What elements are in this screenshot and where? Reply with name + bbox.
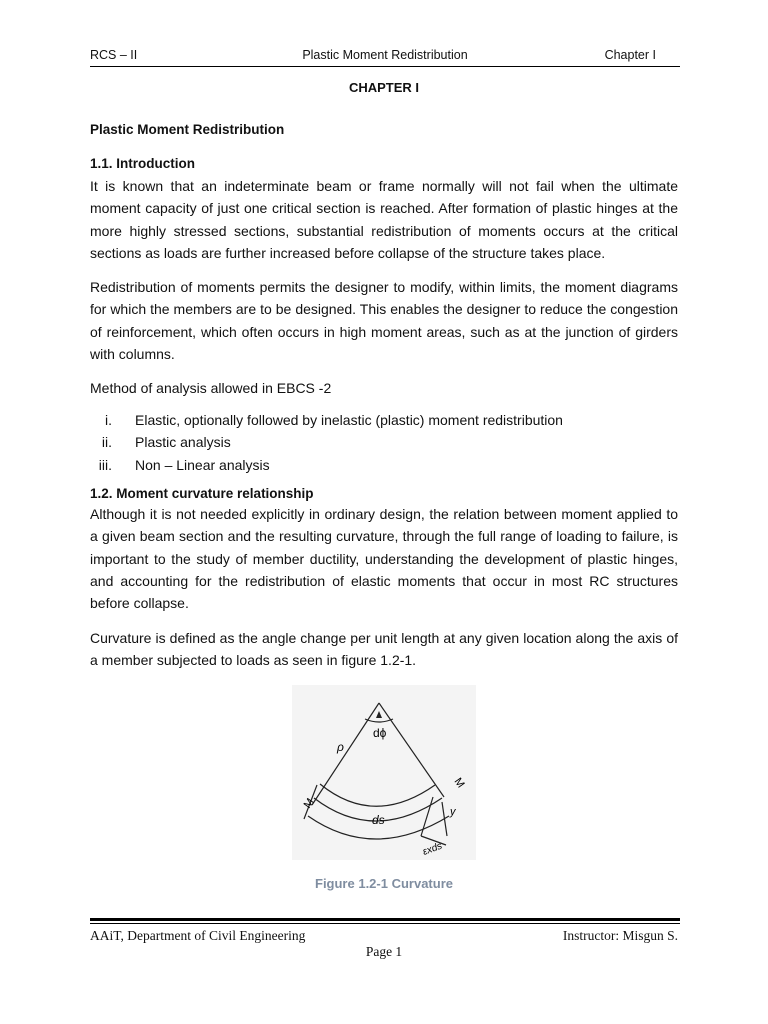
arc-inner — [320, 784, 435, 806]
list-item: ii. Plastic analysis — [101, 434, 231, 451]
label-rho: ρ — [337, 740, 344, 754]
label-dphi: dϕ — [373, 726, 387, 740]
list-item: iii. Non – Linear analysis — [98, 456, 270, 473]
intro-paragraph-1: It is known that an indeterminate beam or frame normally will not fail when the ultimate moment capacity of just one critical section is reached. After formation of plastic hinges at the more highly stressed sections, substantial redistribution of moments occurs at the critical sections as loads are further increased before collapse of the structure takes place. — [90, 178, 678, 261]
label-ds: ds — [372, 813, 385, 827]
header-chapter: Chapter I — [604, 48, 656, 62]
radius-line-left — [312, 703, 379, 805]
section-1-heading: 1.1. Introduction — [90, 156, 196, 171]
label-exds: εxds — [421, 840, 444, 858]
footer-rule-thin — [90, 923, 680, 924]
document-title: Plastic Moment Redistribution — [90, 122, 285, 137]
list-item: i. Elastic, optionally followed by inelastic (plastic) moment redistribution — [105, 411, 563, 428]
page-number: Page 1 — [365, 944, 403, 959]
chapter-heading: CHAPTER I — [348, 80, 420, 95]
header-course: RCS – II — [90, 48, 138, 62]
angle-arc — [365, 719, 393, 722]
radius-line-right — [379, 703, 444, 797]
curvature-paragraph-2: Curvature is defined as the angle change per unit length at any given location along the axis of a member subjected to loads as seen in figure 1.2-1. — [90, 629, 678, 668]
intro-paragraph-2: Redistribution of moments permits the designer to modify, within limits, the moment diagrams for which the members are to be designed. This enables the designer to reduce the congestion of reinforcement, which often occurs in high moment areas, such as at the junction of girders with columns. — [90, 279, 678, 363]
curvature-paragraph-1: Although it is not needed explicitly in ordinary design, the relation between moment applied to a given beam section and the resulting curvature, through the full range of loading to failure, is important to the study of member ductility, understanding the development of plastic hinges, and accounting for the redistribution of elastic moments that occur in most RC structures before collapse. — [90, 506, 678, 612]
deformed-face — [421, 797, 433, 836]
angle-arrow-icon — [376, 711, 382, 718]
label-moment-right: M — [451, 775, 467, 791]
methods-list — [90, 409, 678, 477]
curvature-diagram — [292, 685, 476, 860]
footer-instructor: Instructor: Misgun S. — [562, 928, 678, 943]
document-body — [90, 80, 678, 671]
curvature-figure — [292, 685, 476, 860]
footer-rule-thick — [90, 918, 680, 921]
header-title: Plastic Moment Redistribution — [302, 48, 468, 62]
page-header — [90, 46, 680, 67]
figure-caption: Figure 1.2-1 Curvature — [315, 876, 453, 891]
methods-intro: Method of analysis allowed in EBCS -2 — [90, 380, 332, 397]
footer-department: AAiT, Department of Civil Engineering — [90, 928, 306, 943]
label-y: y — [450, 806, 456, 818]
section-2-heading: 1.2. Moment curvature relationship — [90, 486, 314, 502]
label-moment-left: M — [301, 796, 317, 811]
